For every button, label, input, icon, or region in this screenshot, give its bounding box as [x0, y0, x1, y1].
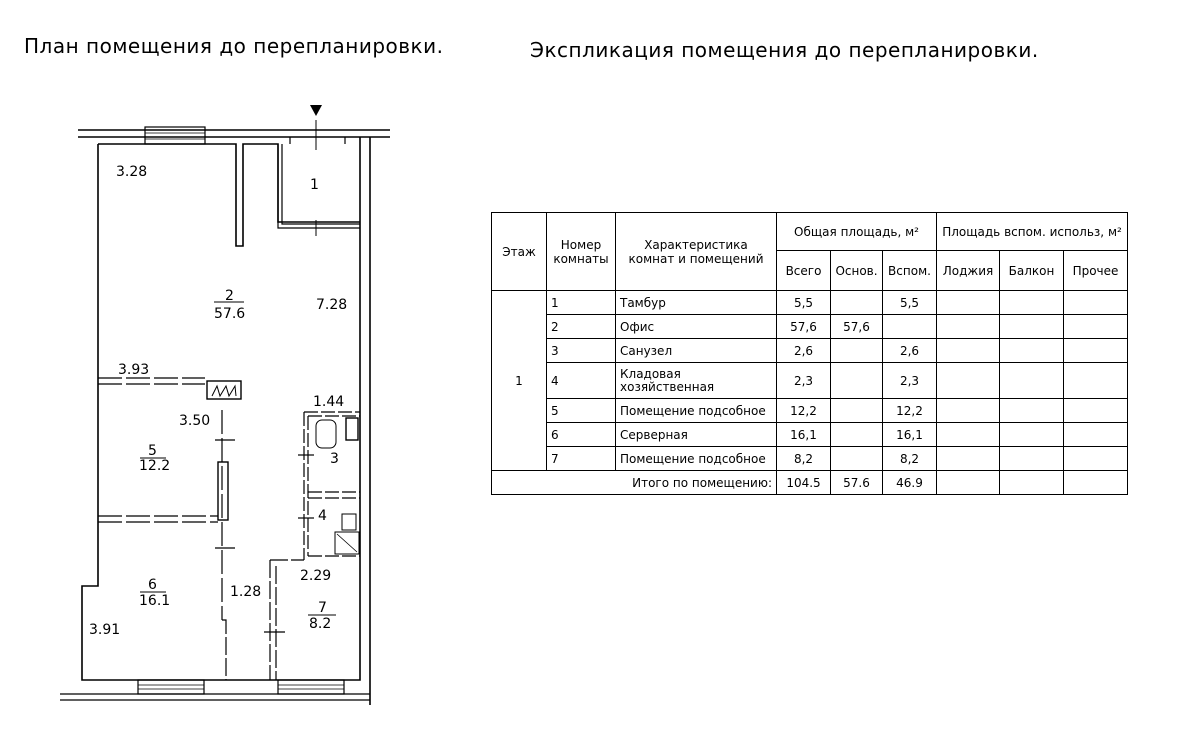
table-row: [492, 315, 1128, 339]
header-aux-area: Площадь вспом. использ, м²: [937, 213, 1128, 251]
row-name: Серверная: [616, 423, 777, 447]
row-total: 16,1: [777, 423, 831, 447]
floor-cell: 1: [492, 291, 547, 471]
totals-balcony: [1000, 471, 1064, 495]
row-loggia: [937, 399, 1000, 423]
totals-other: [1064, 471, 1128, 495]
totals-aux: 46.9: [883, 471, 937, 495]
row-total: 2,6: [777, 339, 831, 363]
subheader-other: Прочее: [1064, 251, 1128, 291]
row-total: 5,5: [777, 291, 831, 315]
header-description-line1: Характеристика: [644, 237, 748, 252]
row-number: 5: [547, 399, 616, 423]
row-other: [1064, 447, 1128, 471]
sink-icon: [346, 418, 358, 440]
table-row: [492, 399, 1128, 423]
room-1-number: 1: [310, 177, 319, 193]
header-room-number: [547, 213, 616, 291]
header-room-number-line2: комнаты: [553, 251, 609, 266]
row-name: Кладовая хозяйственная: [616, 363, 777, 399]
row-total: 12,2: [777, 399, 831, 423]
dim-3-91: 3.91: [89, 622, 121, 638]
row-number: 4: [547, 363, 616, 399]
row-other: [1064, 315, 1128, 339]
room-7-number: 7: [318, 600, 327, 616]
dim-2-29: 2.29: [300, 568, 332, 584]
row-aux: 12,2: [883, 399, 937, 423]
header-total-area: Общая площадь, м²: [777, 213, 937, 251]
row-loggia: [937, 291, 1000, 315]
dim-3-93: 3.93: [118, 362, 150, 378]
row-aux: 16,1: [883, 423, 937, 447]
row-number: 3: [547, 339, 616, 363]
table-row: [492, 291, 1128, 315]
row-name: Помещение подсобное: [616, 399, 777, 423]
subheader-aux: Вспом.: [883, 251, 937, 291]
row-other: [1064, 399, 1128, 423]
row-other: [1064, 423, 1128, 447]
dim-3-50: 3.50: [179, 413, 211, 429]
row-total: 8,2: [777, 447, 831, 471]
row-loggia: [937, 447, 1000, 471]
subheader-total: Всего: [777, 251, 831, 291]
room-2-number: 2: [225, 288, 234, 304]
room-4-number: 4: [318, 508, 327, 524]
row-total: 57,6: [777, 315, 831, 339]
dim-1-44: 1.44: [313, 394, 345, 410]
row-aux: 2,6: [883, 339, 937, 363]
row-loggia: [937, 315, 1000, 339]
pier: [218, 462, 228, 520]
room-5-area: 12.2: [139, 458, 171, 474]
row-aux: [883, 315, 937, 339]
table-row: [492, 339, 1128, 363]
floor-plan: [0, 0, 480, 749]
row-other: [1064, 291, 1128, 315]
plan-title: План помещения до перепланировки.: [24, 34, 444, 58]
window-bottom-left: [138, 680, 204, 694]
row-balcony: [1000, 315, 1064, 339]
room-6-area: 16.1: [139, 593, 171, 609]
entrance-arrow-icon: [310, 105, 322, 116]
row-main: [831, 399, 883, 423]
header-floor: Этаж: [492, 213, 547, 291]
row-balcony: [1000, 447, 1064, 471]
dim-1-28: 1.28: [230, 584, 262, 600]
header-description: [616, 213, 777, 291]
row-aux: 8,2: [883, 447, 937, 471]
room-3-number: 3: [330, 451, 339, 467]
table-row: [492, 363, 1128, 399]
totals-main: 57.6: [831, 471, 883, 495]
row-main: [831, 363, 883, 399]
row-number: 7: [547, 447, 616, 471]
room-7-area: 8.2: [309, 616, 332, 632]
row-balcony: [1000, 291, 1064, 315]
room-5-number: 5: [148, 443, 157, 459]
row-main: [831, 291, 883, 315]
vestibule-walls: [278, 144, 360, 228]
row-balcony: [1000, 363, 1064, 399]
row-loggia: [937, 363, 1000, 399]
window-bottom-right: [278, 680, 344, 694]
row-main: [831, 447, 883, 471]
row-aux: 2,3: [883, 363, 937, 399]
table-row: [492, 423, 1128, 447]
dim-3-28: 3.28: [116, 164, 148, 180]
row-aux: 5,5: [883, 291, 937, 315]
totals-loggia: [937, 471, 1000, 495]
row-main: [831, 423, 883, 447]
room7-walls: [222, 560, 304, 680]
bathroom-walls: [304, 412, 360, 560]
totals-row: [492, 471, 1128, 495]
row-number: 6: [547, 423, 616, 447]
subheader-loggia: Лоджия: [937, 251, 1000, 291]
entry-door-opening: [290, 137, 345, 144]
dim-7-28: 7.28: [316, 297, 348, 313]
row-balcony: [1000, 339, 1064, 363]
row-name: Офис: [616, 315, 777, 339]
row-loggia: [937, 423, 1000, 447]
totals-total: 104.5: [777, 471, 831, 495]
toilet-icon: [316, 420, 336, 448]
row-other: [1064, 339, 1128, 363]
row-balcony: [1000, 423, 1064, 447]
row-main: [831, 339, 883, 363]
header-description-line2: комнат и помещений: [628, 251, 764, 266]
outer-wall: [78, 130, 390, 705]
subheader-balcony: Балкон: [1000, 251, 1064, 291]
row-number: 1: [547, 291, 616, 315]
row-name: Тамбур: [616, 291, 777, 315]
totals-label: Итого по помещению:: [492, 471, 777, 495]
row-balcony: [1000, 399, 1064, 423]
row-other: [1064, 363, 1128, 399]
table-row: [492, 447, 1128, 471]
room-6-number: 6: [148, 577, 157, 593]
explication-title: Экспликация помещения до перепланировки.: [530, 38, 1039, 62]
room-2-area: 57.6: [214, 306, 246, 322]
row-total: 2,3: [777, 363, 831, 399]
header-room-number-line1: Номер: [560, 237, 602, 252]
row-loggia: [937, 339, 1000, 363]
explication-table: [491, 212, 1128, 495]
subheader-main: Основ.: [831, 251, 883, 291]
row-number: 2: [547, 315, 616, 339]
row-main: 57,6: [831, 315, 883, 339]
row-name: Помещение подсобное: [616, 447, 777, 471]
row-name: Санузел: [616, 339, 777, 363]
